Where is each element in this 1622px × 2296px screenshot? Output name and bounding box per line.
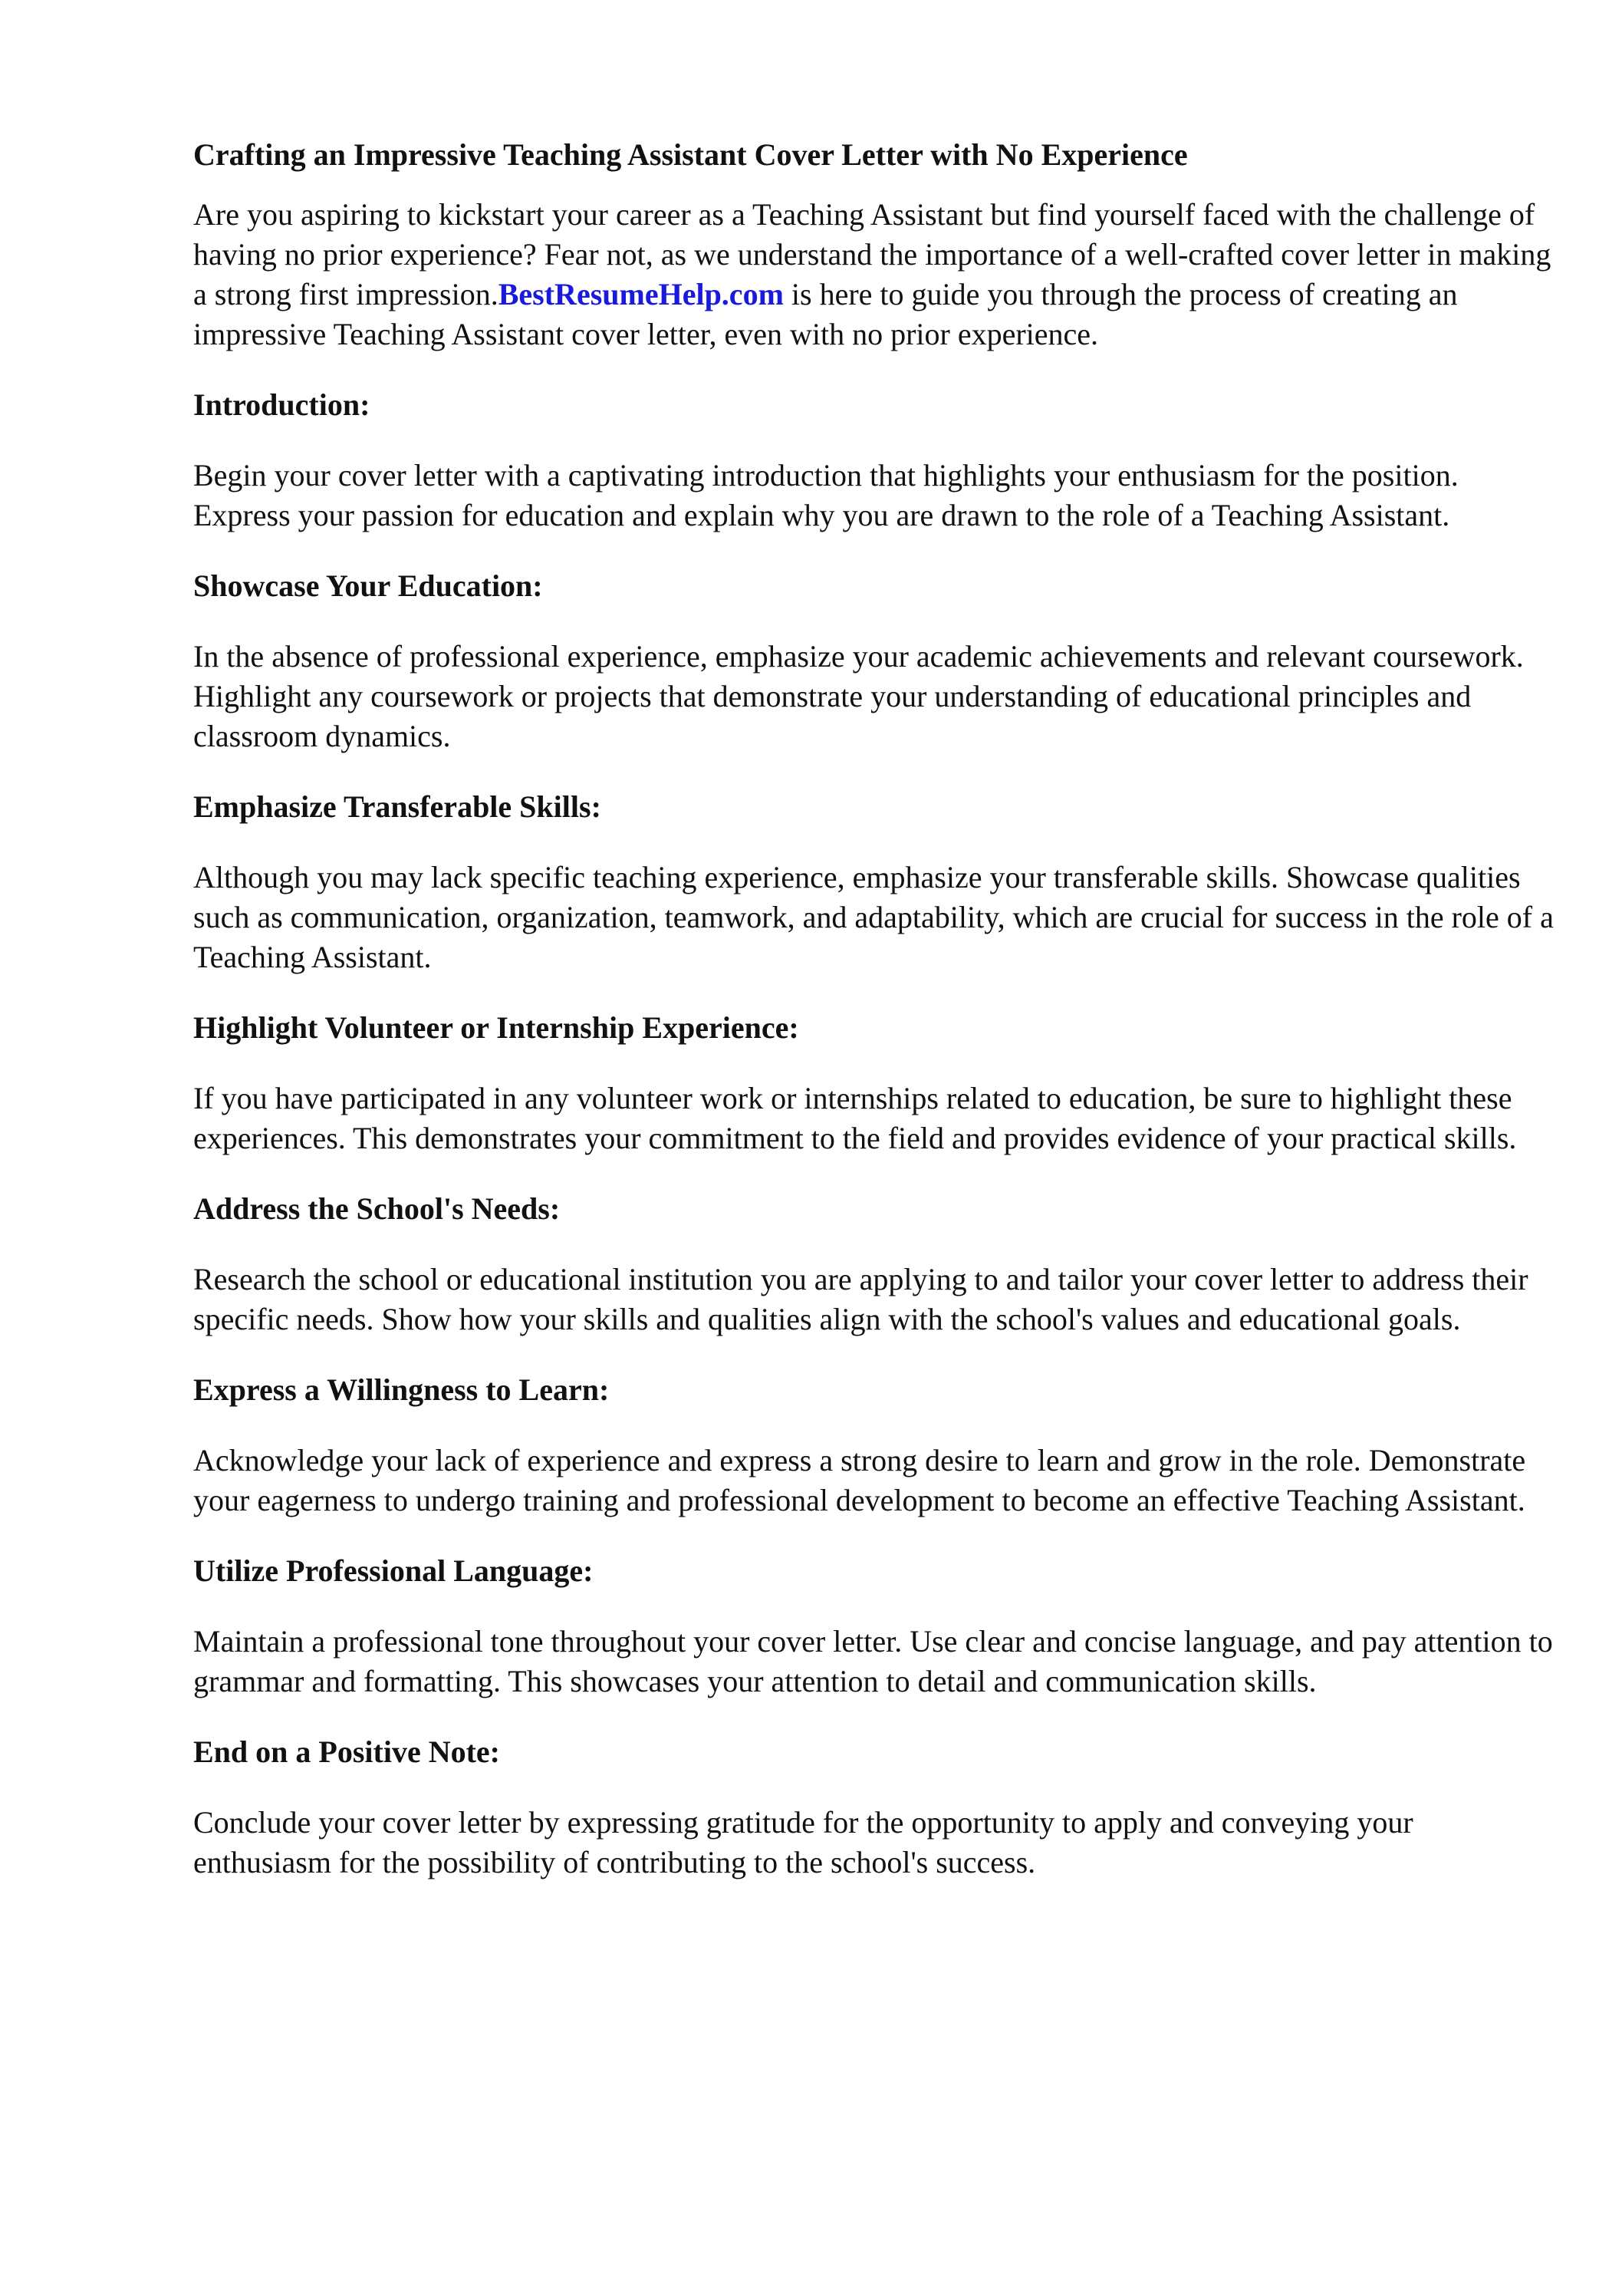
section-heading-professional-language: Utilize Professional Language: [193,1553,594,1588]
section-body-volunteer: If you have participated in any volunteer work or internships related to education, be sure to highlight these experiences. This demonstrates your commitment to the field and provides evidence of your practical skills. [193,1081,1517,1155]
section-body-introduction: Begin your cover letter with a captivating introduction that highlights your enthusiasm for the position. Express your passion for education and explain why you are drawn to the role of a Teaching Assistant. [193,458,1459,532]
intro-text-after-link: is here to guide you through the process of creating an impressive Teaching Assistant cover letter, even with no prior experience. [193,277,1458,351]
intro-text-before-link: Are you aspiring to kickstart your career as a Teaching Assistant but find yourself faced with the challenge of having no prior experience? Fear not, as we understand the importance of a well-crafted cover letter in making a strong first impression. [193,197,1551,311]
document-title: Crafting an Impressive Teaching Assistant Cover Letter with No Experience [193,137,1188,172]
section-heading-willingness: Express a Willingness to Learn: [193,1372,610,1407]
section-heading-education: Showcase Your Education: [193,568,543,603]
section-body-professional-language: Maintain a professional tone throughout your cover letter. Use clear and concise language, and pay attention to grammar and formatting. This showcases your attention to detail and communication skills. [193,1624,1553,1698]
section-heading-introduction: Introduction: [193,387,370,422]
section-body-willingness: Acknowledge your lack of experience and express a strong desire to learn and grow in the role. Demonstrate your eagerness to undergo training and professional development to become an effective Teaching Assistant. [193,1443,1526,1517]
section-heading-volunteer: Highlight Volunteer or Internship Experience: [193,1010,799,1045]
section-heading-positive-note: End on a Positive Note: [193,1734,500,1769]
section-body-school-needs: Research the school or educational institution you are applying to and tailor your cover letter to address their specific needs. Show how your skills and qualities align with the school's values and educational goals. [193,1262,1528,1336]
section-body-positive-note: Conclude your cover letter by expressing gratitude for the opportunity to apply and conveying your enthusiasm for the possibility of contributing to the school's success. [193,1805,1413,1879]
section-heading-school-needs: Address the School's Needs: [193,1191,561,1226]
section-body-transferable-skills: Although you may lack specific teaching experience, emphasize your transferable skills. Showcase qualities such as communication, organization, teamwork, and adaptability, which are crucial for success in the role of a Teaching Assistant. [193,860,1554,974]
document-page [193,135,1558,1913]
intro-paragraph [193,195,1558,354]
bestresumehelp-link[interactable]: BestResumeHelp.com [498,277,784,311]
section-heading-transferable-skills: Emphasize Transferable Skills: [193,789,601,824]
section-body-education: In the absence of professional experience, emphasize your academic achievements and relevant coursework. Highlight any coursework or projects that demonstrate your understanding of educational principles and classroom dynamics. [193,639,1524,753]
